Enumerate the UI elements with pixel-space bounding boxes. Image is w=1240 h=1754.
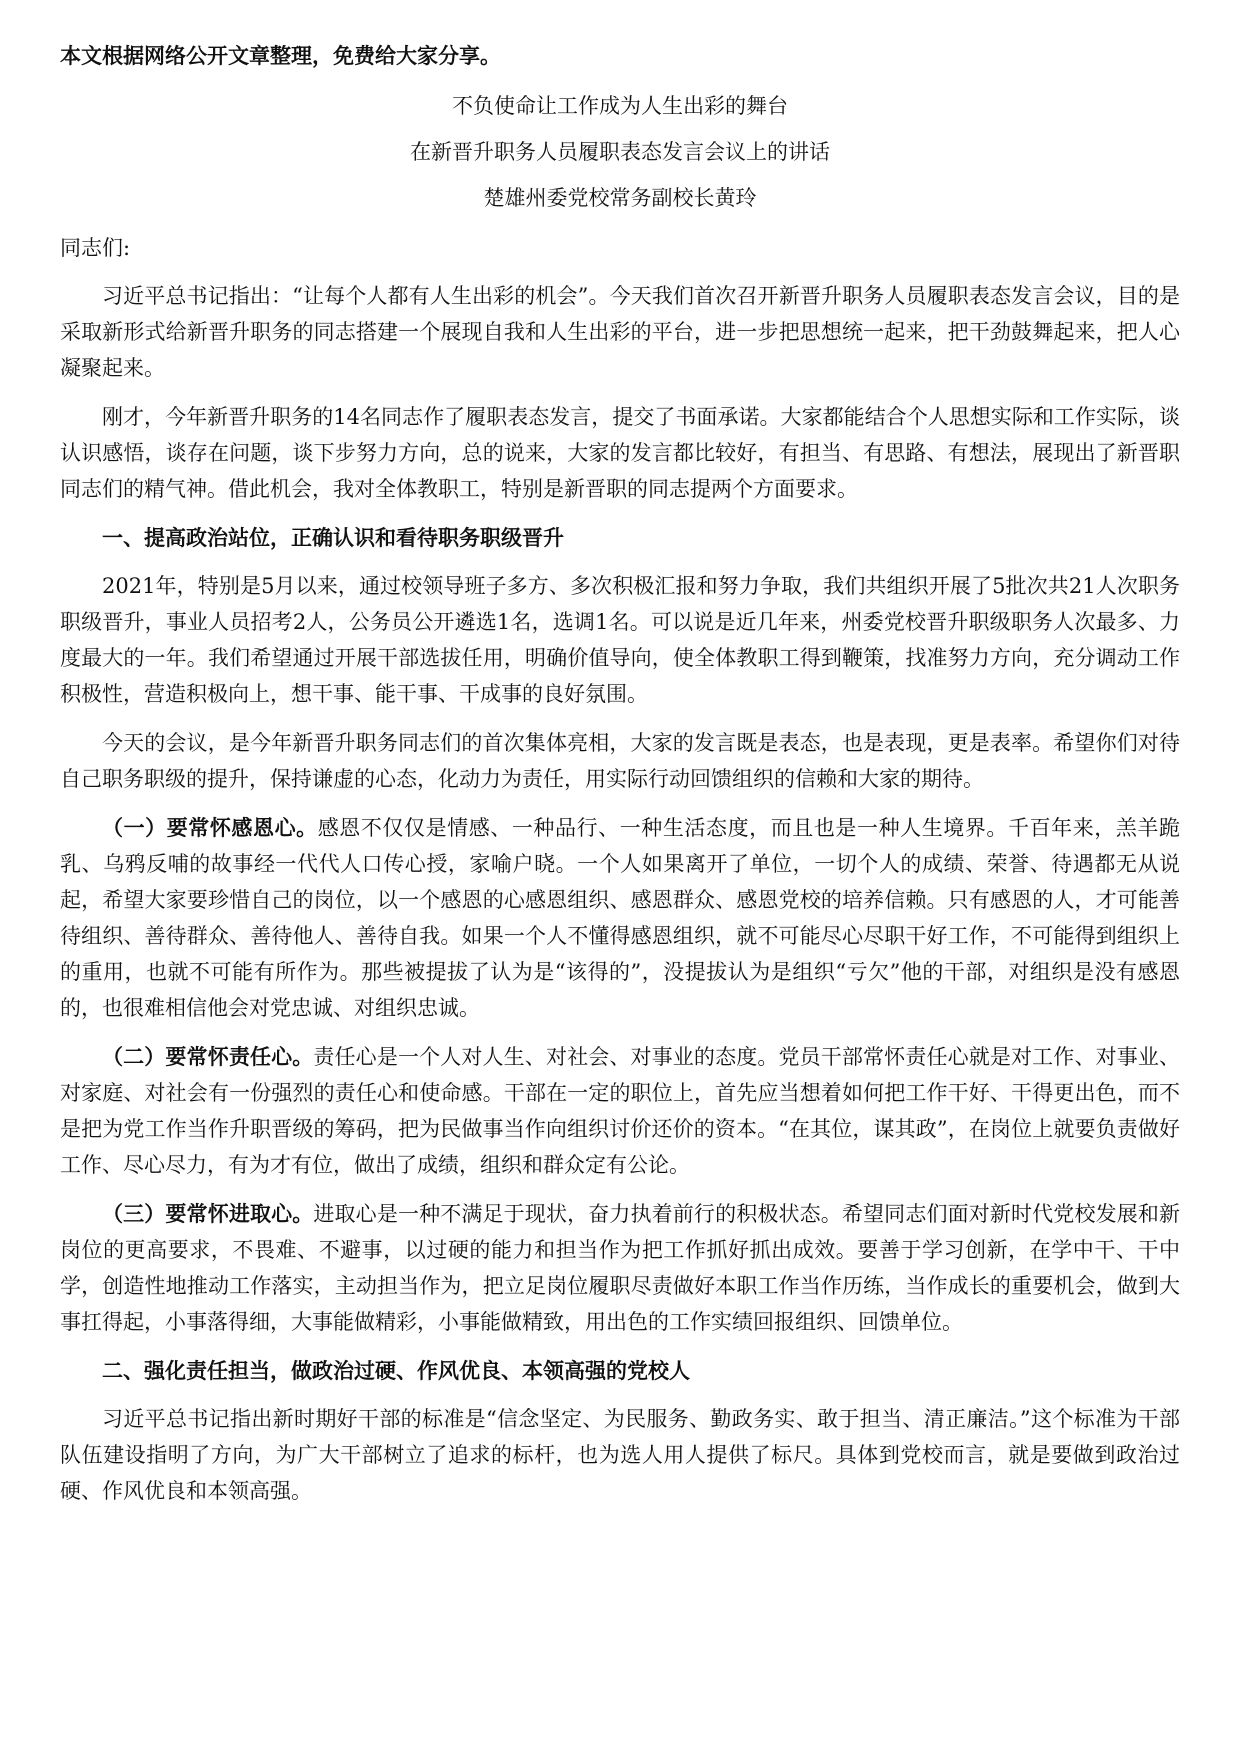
paragraph-enterprise	[60, 1196, 1180, 1340]
subheading-enterprise: （三）要常怀进取心。	[102, 1201, 314, 1226]
document-author: 楚雄州委党校常务副校长黄玲	[483, 186, 757, 210]
section-heading-2: 二、强化责任担当，做政治过硬、作风优良、本领高强的党校人	[102, 1358, 690, 1383]
paragraph-responsibility-body: 责任心是一个人对人生、对社会、对事业的态度。党员干部常怀责任心就是对工作、对事业、对家庭、对社会有一份强烈的责任心和使命感。干部在一定的职位上，首先应当想着如何把工作干好、干得更出色，而不是把为党工作当作升职晋级的筹码，把为民做事当作向组织讨价还价的资本。“在其位，谋其政”，在岗位上就要负责做好工作、尽心尽力，有为才有位，做出了成绩，组织和群众定有公论。	[60, 1045, 1181, 1177]
paragraph-enterprise-body: 进取心是一种不满足于现状，奋力执着前行的积极状态。希望同志们面对新时代党校发展和新岗位的更高要求，不畏难、不避事，以过硬的能力和担当作为把工作抓好抓出成效。要善于学习创新，在学中干、干中学，创造性地推动工作落实，主动担当作为，把立足岗位履职尽责做好本职工作当作历练，当作成长的重要机会，做到大事扛得起，小事落得细，大事能做精彩，小事能做精致，用出色的工作实绩回报组织、回馈单位。	[60, 1202, 1181, 1334]
document-page	[60, 40, 1180, 1522]
document-subtitle: 在新晋升职务人员履职表态发言会议上的讲话	[410, 140, 830, 164]
paragraph-meeting-summary: 刚才，今年新晋升职务的14名同志作了履职表态发言，提交了书面承诺。大家都能结合个人思想实际和工作实际，谈认识感悟，谈存在问题，谈下步努力方向，总的说来，大家的发言都比较好，有担当、有思路、有想法，展现出了新晋职同志们的精气神。借此机会，我对全体教职工，特别是新晋职的同志提两个方面要求。	[60, 405, 1180, 501]
paragraph-responsibility	[60, 1039, 1180, 1183]
paragraph-intro: 习近平总书记指出：“让每个人都有人生出彩的机会”。今天我们首次召开新晋升职务人员履职表态发言会议，目的是采取新形式给新晋升职务的同志搭建一个展现自我和人生出彩的平台，进一步把思想统一起来，把干劲鼓舞起来，把人心凝聚起来。	[60, 284, 1180, 380]
paragraph-promotion-stats: 2021年，特别是5月以来，通过校领导班子多方、多次积极汇报和努力争取，我们共组织开展了5批次共21人次职务职级晋升，事业人员招考2人，公务员公开遴选1名，选调1名。可以说是近几年来，州委党校晋升职级职务人次最多、力度最大的一年。我们希望通过开展干部选拔任用，明确价值导向，使全体教职工得到鞭策，找准努力方向，充分调动工作积极性，营造积极向上，想干事、能干事、干成事的良好氛围。	[60, 574, 1180, 706]
paragraph-good-cadre-standard: 习近平总书记指出新时期好干部的标准是“信念坚定、为民服务、勤政务实、敢于担当、清正廉洁。”这个标准为干部队伍建设指明了方向，为广大干部树立了追求的标杆，也为选人用人提供了标尺。具体到党校而言，就是要做到政治过硬、作风优良和本领高强。	[60, 1407, 1180, 1503]
salutation: 同志们:	[60, 236, 131, 260]
paragraph-gratitude-body: 感恩不仅仅是情感、一种品行、一种生活态度，而且也是一种人生境界。千百年来，羔羊跪乳、乌鸦反哺的故事经一代代人口传心授，家喻户晓。一个人如果离开了单位，一切个人的成绩、荣誉、待遇都无从说起，希望大家要珍惜自己的岗位，以一个感恩的心感恩组织、感恩群众、感恩党校的培养信赖。只有感恩的人，才可能善待组织、善待群众、善待他人、善待自我。如果一个人不懂得感恩组织，就不可能尽心尽职干好工作，不可能得到组织上的重用，也就不可能有所作为。那些被提拔了认为是“该得的”，没提拔认为是组织“亏欠”他的干部，对组织是没有感恩的，也很难相信他会对党忠诚、对组织忠诚。	[60, 816, 1181, 1020]
document-title: 不负使命让工作成为人生出彩的舞台	[452, 94, 788, 118]
paragraph-meeting-expectation: 今天的会议，是今年新晋升职务同志们的首次集体亮相，大家的发言既是表态，也是表现，更是表率。希望你们对待自己职务职级的提升，保持谦虚的心态，化动力为责任，用实际行动回馈组织的信赖和大家的期待。	[60, 731, 1180, 791]
subheading-gratitude: （一）要常怀感恩心。	[102, 815, 318, 840]
paragraph-gratitude	[60, 810, 1180, 1026]
section-heading-1: 一、提高政治站位，正确认识和看待职务职级晋升	[102, 525, 564, 550]
share-notice: 本文根据网络公开文章整理，免费给大家分享。	[60, 43, 501, 68]
subheading-responsibility: （二）要常怀责任心。	[102, 1044, 314, 1069]
